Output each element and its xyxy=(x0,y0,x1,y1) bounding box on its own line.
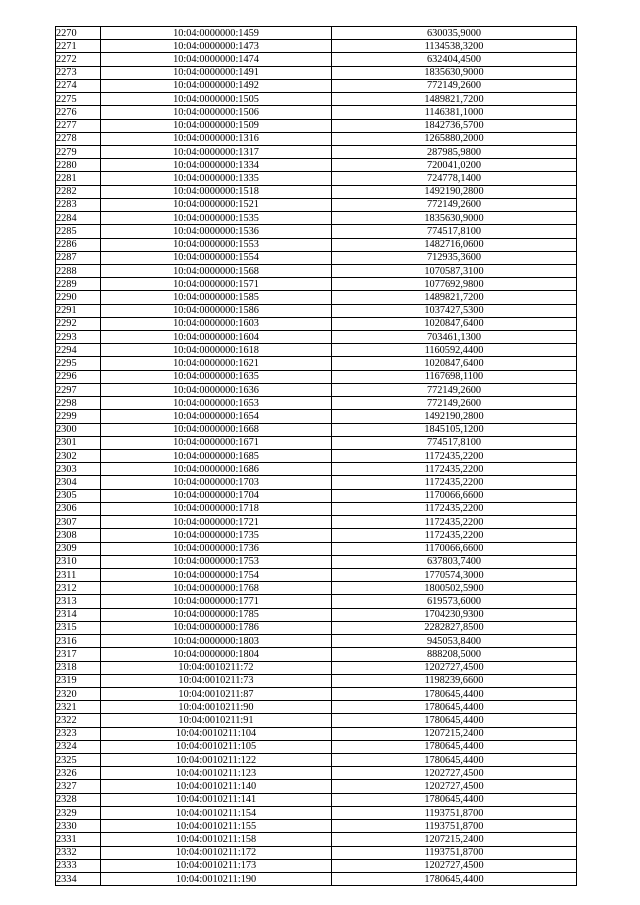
cadastral-number-cell: 10:04:0000000:1654 xyxy=(101,410,332,423)
value-cell: 774517,8100 xyxy=(332,436,577,449)
table-row xyxy=(56,291,577,304)
value-cell: 1160592,4400 xyxy=(332,344,577,357)
cadastral-number-cell: 10:04:0000000:1804 xyxy=(101,648,332,661)
row-number-cell: 2319 xyxy=(56,674,101,687)
table-row xyxy=(56,119,577,132)
table-row xyxy=(56,846,577,859)
table-row xyxy=(56,304,577,317)
cadastral-number-cell: 10:04:0010211:72 xyxy=(101,661,332,674)
cadastral-number-cell: 10:04:0000000:1603 xyxy=(101,317,332,330)
table-row xyxy=(56,873,577,886)
table-row xyxy=(56,674,577,687)
cadastral-number-cell: 10:04:0010211:155 xyxy=(101,820,332,833)
table-row xyxy=(56,595,577,608)
cadastral-number-cell: 10:04:0000000:1473 xyxy=(101,40,332,53)
table-row xyxy=(56,701,577,714)
value-cell: 287985,9800 xyxy=(332,145,577,158)
cadastral-number-cell: 10:04:0010211:190 xyxy=(101,873,332,886)
row-number-cell: 2301 xyxy=(56,436,101,449)
row-number-cell: 2285 xyxy=(56,225,101,238)
cadastral-number-cell: 10:04:0000000:1785 xyxy=(101,608,332,621)
cadastral-number-cell: 10:04:0000000:1586 xyxy=(101,304,332,317)
row-number-cell: 2325 xyxy=(56,754,101,767)
value-cell: 1198239,6600 xyxy=(332,674,577,687)
table-row xyxy=(56,767,577,780)
cadastral-number-cell: 10:04:0000000:1536 xyxy=(101,225,332,238)
cadastral-number-cell: 10:04:0000000:1736 xyxy=(101,542,332,555)
value-cell: 1172435,2200 xyxy=(332,463,577,476)
table-row xyxy=(56,159,577,172)
value-cell: 1489821,7200 xyxy=(332,291,577,304)
cadastral-number-cell: 10:04:0000000:1635 xyxy=(101,370,332,383)
cadastral-number-cell: 10:04:0000000:1317 xyxy=(101,145,332,158)
table-row xyxy=(56,264,577,277)
table-row xyxy=(56,489,577,502)
cadastral-number-cell: 10:04:0010211:91 xyxy=(101,714,332,727)
table-row xyxy=(56,502,577,515)
cadastral-number-cell: 10:04:0000000:1735 xyxy=(101,529,332,542)
value-cell: 1202727,4500 xyxy=(332,661,577,674)
row-number-cell: 2297 xyxy=(56,383,101,396)
cadastral-number-cell: 10:04:0000000:1721 xyxy=(101,516,332,529)
row-number-cell: 2309 xyxy=(56,542,101,555)
value-cell: 724778,1400 xyxy=(332,172,577,185)
value-cell: 630035,9000 xyxy=(332,27,577,40)
table-row xyxy=(56,529,577,542)
row-number-cell: 2333 xyxy=(56,859,101,872)
value-cell: 712935,3600 xyxy=(332,251,577,264)
row-number-cell: 2323 xyxy=(56,727,101,740)
value-cell: 1780645,4400 xyxy=(332,793,577,806)
table-row xyxy=(56,251,577,264)
cadastral-number-cell: 10:04:0000000:1653 xyxy=(101,397,332,410)
value-cell: 720041,0200 xyxy=(332,159,577,172)
cadastral-number-cell: 10:04:0010211:122 xyxy=(101,754,332,767)
table-row xyxy=(56,172,577,185)
row-number-cell: 2316 xyxy=(56,635,101,648)
cadastral-number-cell: 10:04:0010211:140 xyxy=(101,780,332,793)
value-cell: 1489821,7200 xyxy=(332,93,577,106)
cadastral-value-table xyxy=(55,26,577,886)
row-number-cell: 2324 xyxy=(56,740,101,753)
cadastral-number-cell: 10:04:0000000:1768 xyxy=(101,582,332,595)
cadastral-number-cell: 10:04:0010211:90 xyxy=(101,701,332,714)
row-number-cell: 2302 xyxy=(56,450,101,463)
cadastral-number-cell: 10:04:0000000:1718 xyxy=(101,502,332,515)
row-number-cell: 2278 xyxy=(56,132,101,145)
cadastral-number-cell: 10:04:0000000:1521 xyxy=(101,198,332,211)
value-cell: 1207215,2400 xyxy=(332,833,577,846)
table-row xyxy=(56,53,577,66)
value-cell: 888208,5000 xyxy=(332,648,577,661)
table-row xyxy=(56,754,577,767)
table-row xyxy=(56,859,577,872)
cadastral-number-cell: 10:04:0010211:172 xyxy=(101,846,332,859)
row-number-cell: 2291 xyxy=(56,304,101,317)
table-row xyxy=(56,198,577,211)
row-number-cell: 2280 xyxy=(56,159,101,172)
row-number-cell: 2328 xyxy=(56,793,101,806)
cadastral-number-cell: 10:04:0000000:1554 xyxy=(101,251,332,264)
value-cell: 1170066,6600 xyxy=(332,542,577,555)
cadastral-number-cell: 10:04:0000000:1803 xyxy=(101,635,332,648)
row-number-cell: 2320 xyxy=(56,687,101,700)
row-number-cell: 2315 xyxy=(56,621,101,634)
table-row xyxy=(56,145,577,158)
row-number-cell: 2273 xyxy=(56,66,101,79)
row-number-cell: 2286 xyxy=(56,238,101,251)
table-row xyxy=(56,727,577,740)
table-row xyxy=(56,397,577,410)
table-row xyxy=(56,714,577,727)
value-cell: 1193751,8700 xyxy=(332,806,577,819)
row-number-cell: 2305 xyxy=(56,489,101,502)
table-row xyxy=(56,331,577,344)
value-cell: 637803,7400 xyxy=(332,555,577,568)
cadastral-number-cell: 10:04:0000000:1618 xyxy=(101,344,332,357)
table-row xyxy=(56,106,577,119)
cadastral-number-cell: 10:04:0010211:87 xyxy=(101,687,332,700)
table-row xyxy=(56,740,577,753)
cadastral-number-cell: 10:04:0000000:1754 xyxy=(101,568,332,581)
value-cell: 1704230,9300 xyxy=(332,608,577,621)
value-cell: 1172435,2200 xyxy=(332,516,577,529)
row-number-cell: 2272 xyxy=(56,53,101,66)
row-number-cell: 2287 xyxy=(56,251,101,264)
row-number-cell: 2284 xyxy=(56,212,101,225)
row-number-cell: 2330 xyxy=(56,820,101,833)
value-cell: 1265880,2000 xyxy=(332,132,577,145)
cadastral-number-cell: 10:04:0010211:105 xyxy=(101,740,332,753)
cadastral-number-cell: 10:04:0000000:1703 xyxy=(101,476,332,489)
table-row xyxy=(56,793,577,806)
value-cell: 1070587,3100 xyxy=(332,264,577,277)
value-cell: 1835630,9000 xyxy=(332,212,577,225)
value-cell: 1172435,2200 xyxy=(332,450,577,463)
cadastral-number-cell: 10:04:0010211:104 xyxy=(101,727,332,740)
row-number-cell: 2314 xyxy=(56,608,101,621)
value-cell: 619573,6000 xyxy=(332,595,577,608)
value-cell: 1037427,5300 xyxy=(332,304,577,317)
table-row xyxy=(56,833,577,846)
row-number-cell: 2311 xyxy=(56,568,101,581)
row-number-cell: 2270 xyxy=(56,27,101,40)
row-number-cell: 2322 xyxy=(56,714,101,727)
row-number-cell: 2288 xyxy=(56,264,101,277)
value-cell: 774517,8100 xyxy=(332,225,577,238)
row-number-cell: 2313 xyxy=(56,595,101,608)
value-cell: 772149,2600 xyxy=(332,198,577,211)
value-cell: 1482716,0600 xyxy=(332,238,577,251)
cadastral-number-cell: 10:04:0000000:1506 xyxy=(101,106,332,119)
table-row xyxy=(56,383,577,396)
cadastral-number-cell: 10:04:0000000:1334 xyxy=(101,159,332,172)
value-cell: 1172435,2200 xyxy=(332,476,577,489)
table-row xyxy=(56,238,577,251)
table-row xyxy=(56,476,577,489)
row-number-cell: 2308 xyxy=(56,529,101,542)
value-cell: 1835630,9000 xyxy=(332,66,577,79)
row-number-cell: 2310 xyxy=(56,555,101,568)
cadastral-number-cell: 10:04:0000000:1535 xyxy=(101,212,332,225)
row-number-cell: 2303 xyxy=(56,463,101,476)
row-number-cell: 2276 xyxy=(56,106,101,119)
row-number-cell: 2293 xyxy=(56,331,101,344)
cadastral-number-cell: 10:04:0010211:154 xyxy=(101,806,332,819)
row-number-cell: 2283 xyxy=(56,198,101,211)
row-number-cell: 2298 xyxy=(56,397,101,410)
value-cell: 1170066,6600 xyxy=(332,489,577,502)
value-cell: 703461,1300 xyxy=(332,331,577,344)
table-row xyxy=(56,79,577,92)
cadastral-number-cell: 10:04:0000000:1459 xyxy=(101,27,332,40)
cadastral-number-cell: 10:04:0010211:158 xyxy=(101,833,332,846)
cadastral-number-cell: 10:04:0000000:1668 xyxy=(101,423,332,436)
value-cell: 1780645,4400 xyxy=(332,714,577,727)
row-number-cell: 2326 xyxy=(56,767,101,780)
table-row xyxy=(56,806,577,819)
table-row xyxy=(56,132,577,145)
cadastral-number-cell: 10:04:0000000:1636 xyxy=(101,383,332,396)
table-row xyxy=(56,555,577,568)
row-number-cell: 2281 xyxy=(56,172,101,185)
table-row xyxy=(56,27,577,40)
value-cell: 772149,2600 xyxy=(332,383,577,396)
cadastral-number-cell: 10:04:0000000:1786 xyxy=(101,621,332,634)
cadastral-number-cell: 10:04:0000000:1474 xyxy=(101,53,332,66)
table-row xyxy=(56,621,577,634)
table-row xyxy=(56,608,577,621)
table-row xyxy=(56,212,577,225)
row-number-cell: 2307 xyxy=(56,516,101,529)
cadastral-number-cell: 10:04:0000000:1335 xyxy=(101,172,332,185)
table-row xyxy=(56,278,577,291)
table-row xyxy=(56,820,577,833)
value-cell: 1202727,4500 xyxy=(332,767,577,780)
value-cell: 1134538,3200 xyxy=(332,40,577,53)
cadastral-number-cell: 10:04:0000000:1621 xyxy=(101,357,332,370)
value-cell: 1193751,8700 xyxy=(332,820,577,833)
table-row xyxy=(56,40,577,53)
row-number-cell: 2312 xyxy=(56,582,101,595)
row-number-cell: 2282 xyxy=(56,185,101,198)
row-number-cell: 2334 xyxy=(56,873,101,886)
cadastral-number-cell: 10:04:0000000:1753 xyxy=(101,555,332,568)
table-body xyxy=(56,27,577,886)
row-number-cell: 2279 xyxy=(56,145,101,158)
cadastral-number-cell: 10:04:0000000:1518 xyxy=(101,185,332,198)
cadastral-number-cell: 10:04:0010211:173 xyxy=(101,859,332,872)
value-cell: 945053,8400 xyxy=(332,635,577,648)
value-cell: 1492190,2800 xyxy=(332,185,577,198)
row-number-cell: 2304 xyxy=(56,476,101,489)
table-row xyxy=(56,463,577,476)
table-row xyxy=(56,225,577,238)
table-row xyxy=(56,687,577,700)
table-row xyxy=(56,185,577,198)
row-number-cell: 2294 xyxy=(56,344,101,357)
row-number-cell: 2271 xyxy=(56,40,101,53)
table-row xyxy=(56,516,577,529)
value-cell: 1193751,8700 xyxy=(332,846,577,859)
row-number-cell: 2332 xyxy=(56,846,101,859)
value-cell: 1842736,5700 xyxy=(332,119,577,132)
value-cell: 1492190,2800 xyxy=(332,410,577,423)
value-cell: 772149,2600 xyxy=(332,79,577,92)
table-row xyxy=(56,423,577,436)
table-row xyxy=(56,357,577,370)
value-cell: 1167698,1100 xyxy=(332,370,577,383)
value-cell: 632404,4500 xyxy=(332,53,577,66)
value-cell: 1207215,2400 xyxy=(332,727,577,740)
cadastral-number-cell: 10:04:0000000:1604 xyxy=(101,331,332,344)
cadastral-number-cell: 10:04:0000000:1704 xyxy=(101,489,332,502)
value-cell: 1202727,4500 xyxy=(332,859,577,872)
table-row xyxy=(56,661,577,674)
cadastral-number-cell: 10:04:0000000:1671 xyxy=(101,436,332,449)
cadastral-number-cell: 10:04:0000000:1686 xyxy=(101,463,332,476)
value-cell: 1770574,3000 xyxy=(332,568,577,581)
value-cell: 1780645,4400 xyxy=(332,701,577,714)
row-number-cell: 2300 xyxy=(56,423,101,436)
cadastral-number-cell: 10:04:0000000:1491 xyxy=(101,66,332,79)
value-cell: 1020847,6400 xyxy=(332,317,577,330)
value-cell: 1172435,2200 xyxy=(332,529,577,542)
cadastral-number-cell: 10:04:0000000:1553 xyxy=(101,238,332,251)
row-number-cell: 2275 xyxy=(56,93,101,106)
row-number-cell: 2329 xyxy=(56,806,101,819)
value-cell: 1146381,1000 xyxy=(332,106,577,119)
cadastral-number-cell: 10:04:0000000:1771 xyxy=(101,595,332,608)
row-number-cell: 2321 xyxy=(56,701,101,714)
row-number-cell: 2290 xyxy=(56,291,101,304)
table-row xyxy=(56,410,577,423)
cadastral-number-cell: 10:04:0000000:1505 xyxy=(101,93,332,106)
cadastral-number-cell: 10:04:0010211:141 xyxy=(101,793,332,806)
cadastral-number-cell: 10:04:0000000:1568 xyxy=(101,264,332,277)
table-row xyxy=(56,66,577,79)
row-number-cell: 2292 xyxy=(56,317,101,330)
row-number-cell: 2289 xyxy=(56,278,101,291)
cadastral-number-cell: 10:04:0000000:1571 xyxy=(101,278,332,291)
table-row xyxy=(56,635,577,648)
value-cell: 1845105,1200 xyxy=(332,423,577,436)
table-row xyxy=(56,780,577,793)
value-cell: 1780645,4400 xyxy=(332,740,577,753)
table-row xyxy=(56,568,577,581)
table-row xyxy=(56,648,577,661)
value-cell: 1202727,4500 xyxy=(332,780,577,793)
value-cell: 1172435,2200 xyxy=(332,502,577,515)
value-cell: 1077692,9800 xyxy=(332,278,577,291)
row-number-cell: 2299 xyxy=(56,410,101,423)
table-row xyxy=(56,542,577,555)
value-cell: 1800502,5900 xyxy=(332,582,577,595)
value-cell: 1780645,4400 xyxy=(332,873,577,886)
table-row xyxy=(56,582,577,595)
row-number-cell: 2296 xyxy=(56,370,101,383)
table-row xyxy=(56,93,577,106)
value-cell: 1780645,4400 xyxy=(332,754,577,767)
row-number-cell: 2274 xyxy=(56,79,101,92)
value-cell: 1780645,4400 xyxy=(332,687,577,700)
row-number-cell: 2295 xyxy=(56,357,101,370)
row-number-cell: 2318 xyxy=(56,661,101,674)
table-row xyxy=(56,317,577,330)
table-row xyxy=(56,450,577,463)
value-cell: 2282827,8500 xyxy=(332,621,577,634)
cadastral-number-cell: 10:04:0000000:1585 xyxy=(101,291,332,304)
row-number-cell: 2317 xyxy=(56,648,101,661)
value-cell: 1020847,6400 xyxy=(332,357,577,370)
table-row xyxy=(56,344,577,357)
row-number-cell: 2327 xyxy=(56,780,101,793)
cadastral-number-cell: 10:04:0000000:1316 xyxy=(101,132,332,145)
row-number-cell: 2306 xyxy=(56,502,101,515)
value-cell: 772149,2600 xyxy=(332,397,577,410)
row-number-cell: 2331 xyxy=(56,833,101,846)
table-row xyxy=(56,436,577,449)
row-number-cell: 2277 xyxy=(56,119,101,132)
table-row xyxy=(56,370,577,383)
cadastral-number-cell: 10:04:0010211:123 xyxy=(101,767,332,780)
cadastral-number-cell: 10:04:0000000:1509 xyxy=(101,119,332,132)
cadastral-number-cell: 10:04:0000000:1492 xyxy=(101,79,332,92)
cadastral-number-cell: 10:04:0010211:73 xyxy=(101,674,332,687)
cadastral-number-cell: 10:04:0000000:1685 xyxy=(101,450,332,463)
